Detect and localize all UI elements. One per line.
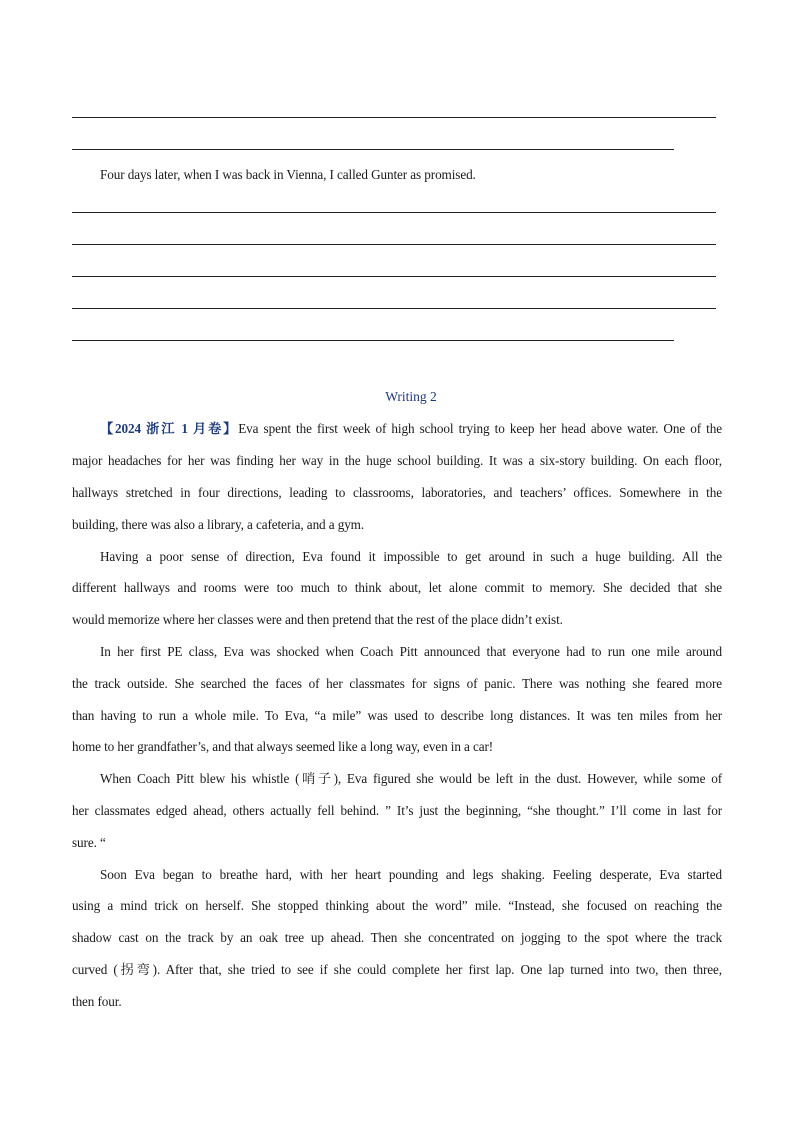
passage-line: hallways stretched in four directions, leading to classrooms, laboratories, and teachers’ offices. Somewhere in the: [72, 485, 722, 500]
answer-line: [72, 244, 716, 245]
passage-line: curved (拐弯). After that, she tried to see if she could complete her first lap. One lap turned into two, then three,: [72, 962, 722, 977]
answer-line: [72, 117, 716, 118]
section-title: Writing 2: [385, 389, 437, 404]
source-tag: 【2024 浙江 1 月卷】: [100, 421, 239, 436]
passage-line: home to her grandfather’s, and that always seemed like a long way, even in a car!: [72, 739, 494, 754]
answer-line: [72, 308, 716, 309]
answer-line: [72, 276, 716, 277]
paragraph-opening: Four days later, when I was back in Vienna, I called Gunter as promised.: [100, 167, 476, 182]
passage-line: her classmates edged ahead, others actually fell behind. ” It’s just the beginning, “she thought.” I’ll come in last for: [72, 803, 722, 818]
passage-line: then four.: [72, 994, 122, 1009]
passage-line: using a mind trick on herself. She stopped thinking about the word” mile. “Instead, she focused on reaching the: [72, 898, 722, 913]
passage-line: Soon Eva began to breathe hard, with her heart pounding and legs shaking. Feeling desperate, Eva started: [100, 867, 722, 882]
answer-line: [72, 212, 716, 213]
passage-line: When Coach Pitt blew his whistle (哨子), Eva figured she would be left in the dust. However, while some of: [100, 771, 722, 786]
passage-line: In her first PE class, Eva was shocked when Coach Pitt announced that everyone had to run one mile around: [100, 644, 722, 659]
answer-line: [72, 149, 674, 150]
passage-line: building, there was also a library, a cafeteria, and a gym.: [72, 517, 365, 532]
passage-line: Having a poor sense of direction, Eva found it impossible to get around in such a huge building. All the: [100, 549, 722, 564]
answer-line: [72, 340, 674, 341]
passage-line: would memorize where her classes were and then pretend that the rest of the place didn’t exist.: [72, 612, 563, 627]
passage-line: 【2024 浙江 1 月卷】Eva spent the first week of high school trying to keep her head above water. One of the: [100, 421, 722, 436]
passage-line: than having to run a whole mile. To Eva, “a mile” was used to describe long distances. It was ten miles from her: [72, 708, 722, 723]
passage-line: the track outside. She searched the faces of her classmates for signs of panic. There was nothing she feared more: [72, 676, 722, 691]
passage-line: major headaches for her was finding her way in the huge school building. It was a six-story building. On each floor,: [72, 453, 722, 468]
passage-line: shadow cast on the track by an oak tree up ahead. Then she concentrated on jogging to the spot where the track: [72, 930, 722, 945]
passage-line: sure. “: [72, 835, 106, 850]
passage-line: different hallways and rooms were too much to think about, let alone commit to memory. She decided that she: [72, 580, 722, 595]
